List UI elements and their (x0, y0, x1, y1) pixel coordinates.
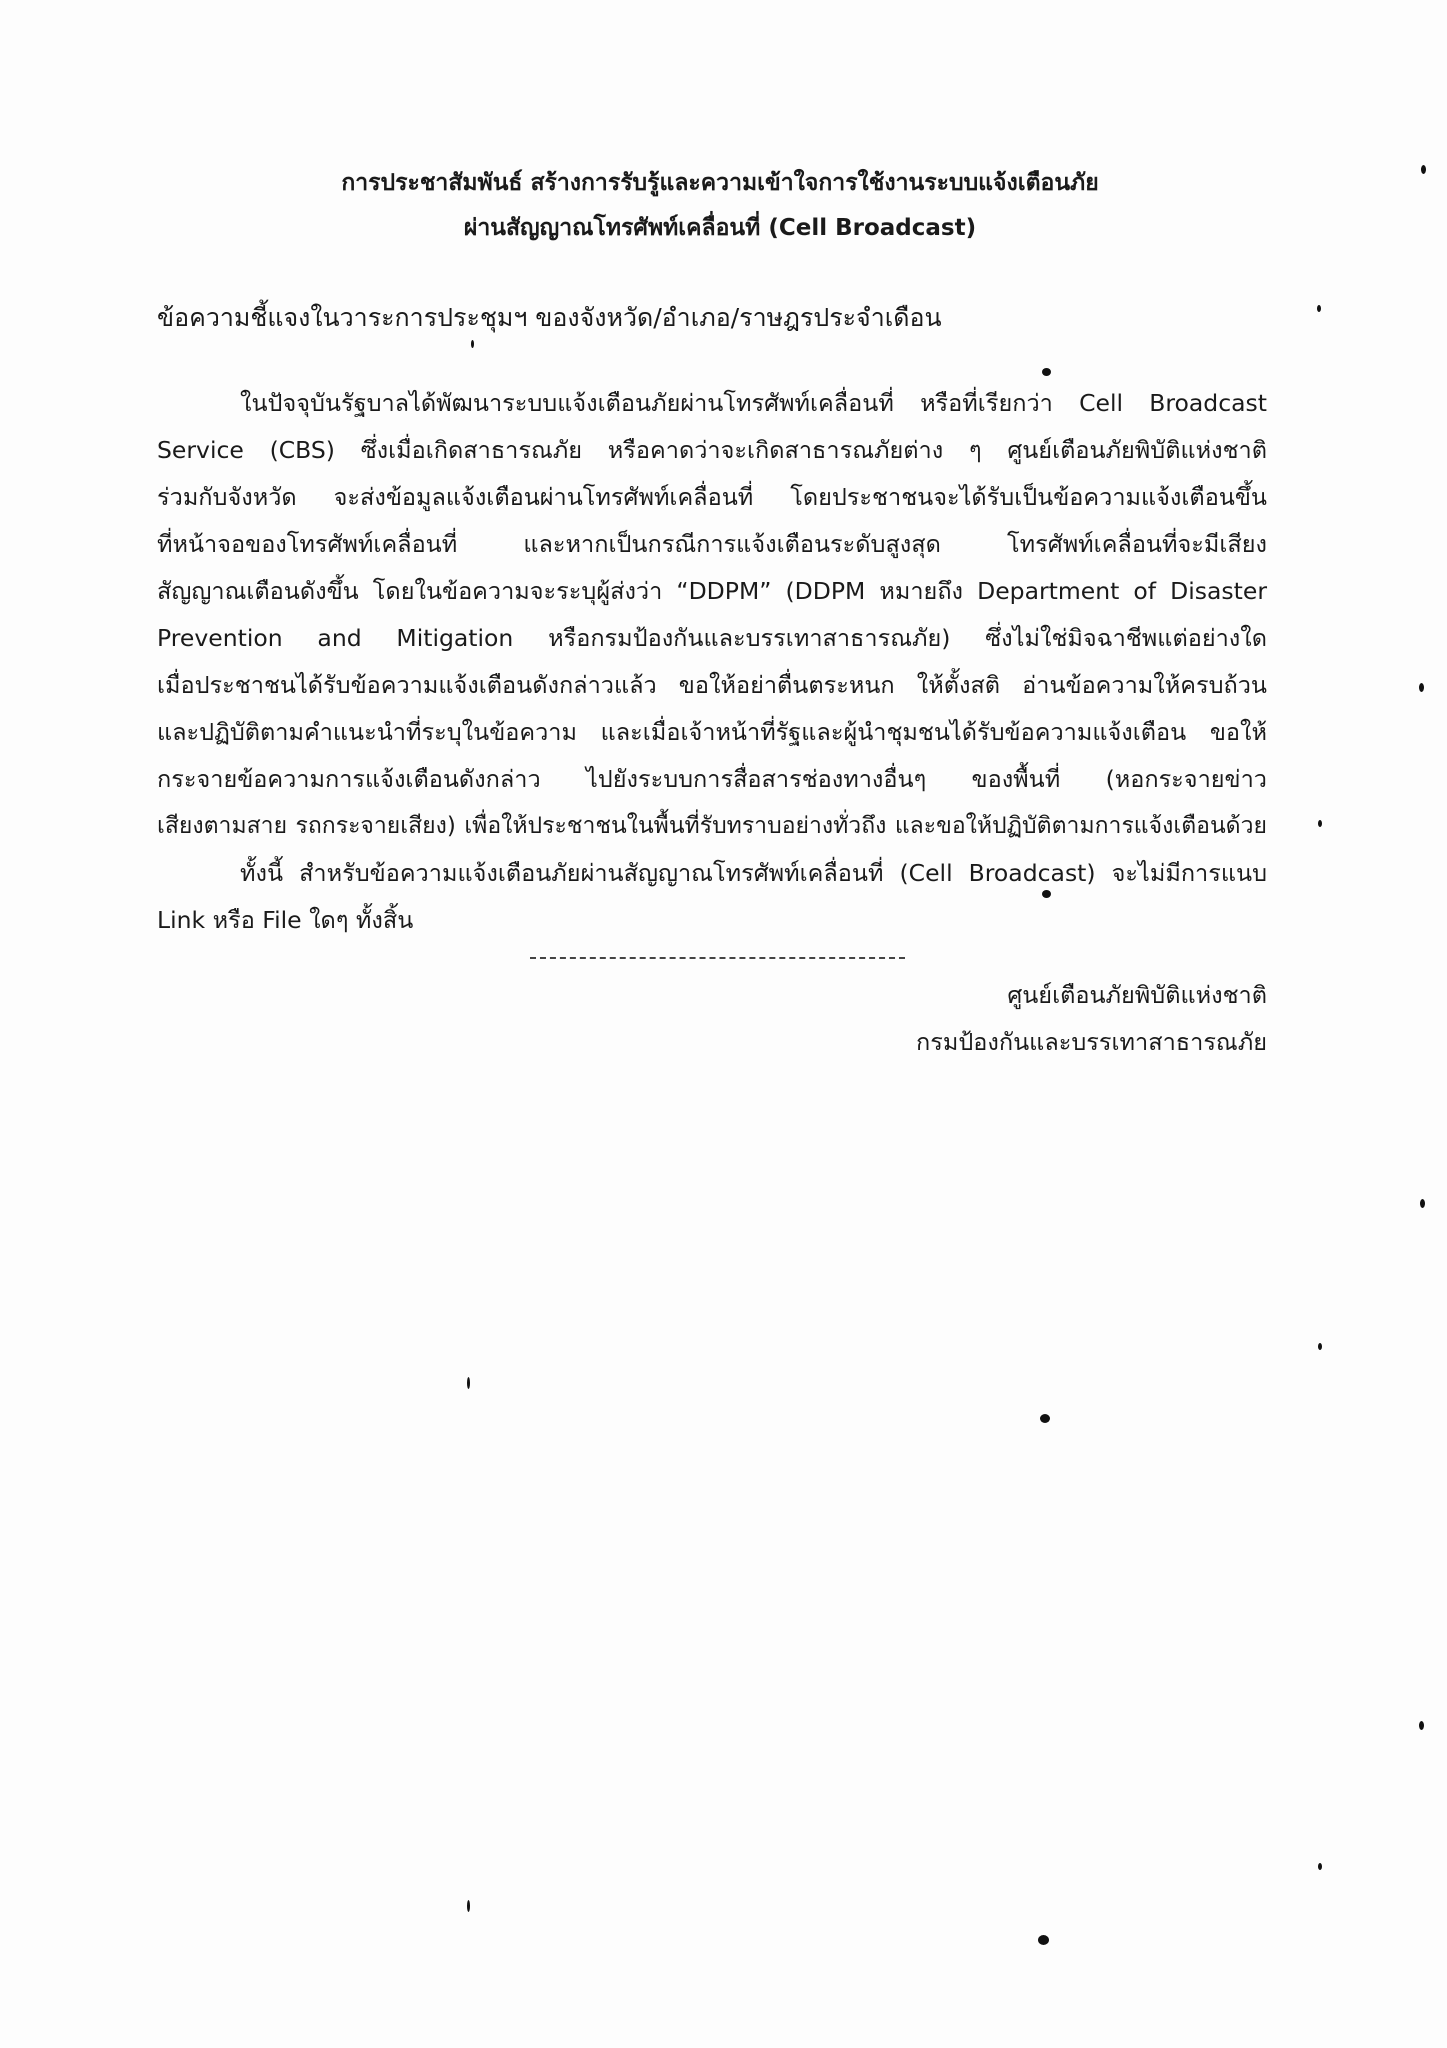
body-line: และปฏิบัติตามคำแนะนำที่ระบุในข้อความ และเมื่อเจ้าหน้าที่รัฐและผู้นำชุมชนได้รับข้อความแจ้งเตือน ขอให้ (157, 718, 1267, 746)
scan-speck (471, 340, 474, 348)
scan-speck (1042, 368, 1051, 376)
body-line: ในปัจจุบันรัฐบาลได้พัฒนาระบบแจ้งเตือนภัยผ่านโทรศัพท์เคลื่อนที่ หรือที่เรียกว่า Cell Broadcast (240, 389, 1267, 417)
body-line: เสียงตามสาย รถกระจายเสียง) เพื่อให้ประชาชนในพื้นที่รับทราบอย่างทั่วถึง และขอให้ปฏิบัติตามการแจ้งเตือนด้วย (157, 813, 1267, 839)
scan-speck (1317, 305, 1321, 312)
signature-organization: ศูนย์เตือนภัยพิบัติแห่งชาติ (1007, 981, 1267, 1009)
scan-speck (1042, 890, 1051, 898)
scan-speck (1420, 1199, 1425, 1208)
scan-speck (467, 1377, 470, 1389)
signature-department: กรมป้องกันและบรรเทาสาธารณภัย (916, 1028, 1267, 1056)
scan-speck (1318, 1863, 1322, 1870)
dashed-divider (530, 957, 905, 959)
body-line: Prevention and Mitigation หรือกรมป้องกันและบรรเทาสาธารณภัย) ซึ่งไม่ใช่มิจฉาชีพแต่อย่างใด (157, 624, 1267, 652)
scan-speck (1318, 1343, 1322, 1350)
document-subject: ข้อความชี้แจงในวาระการประชุมฯ ของจังหวัด/อำเภอ/ราษฎรประจำเดือน (157, 303, 942, 332)
scan-speck (1038, 1935, 1049, 1945)
document-title-line-2: ผ่านสัญญาณโทรศัพท์เคลื่อนที่ (Cell Broadcast) (463, 215, 977, 241)
body-line: ทั้งนี้ สำหรับข้อความแจ้งเตือนภัยผ่านสัญญาณโทรศัพท์เคลื่อนที่ (Cell Broadcast) จะไม่มีการแนบ (240, 859, 1267, 887)
scan-speck (1421, 165, 1426, 174)
body-line: เมื่อประชาชนได้รับข้อความแจ้งเตือนดังกล่าวแล้ว ขอให้อย่าตื่นตระหนก ให้ตั้งสติ อ่านข้อความให้ครบถ้วน (157, 671, 1267, 699)
scan-speck (467, 1900, 470, 1912)
scan-speck (1040, 1414, 1050, 1423)
body-line: ร่วมกับจังหวัด จะส่งข้อมูลแจ้งเตือนผ่านโทรศัพท์เคลื่อนที่ โดยประชาชนจะได้รับเป็นข้อความแจ้งเตือนขึ้น (157, 483, 1267, 511)
scan-speck (1419, 683, 1424, 692)
scan-speck (1318, 820, 1322, 827)
body-line: สัญญาณเตือนดังขึ้น โดยในข้อความจะระบุผู้ส่งว่า “DDPM” (DDPM หมายถึง Department of Disaster (157, 577, 1267, 605)
body-line: Service (CBS) ซึ่งเมื่อเกิดสาธารณภัย หรือคาดว่าจะเกิดสาธารณภัยต่าง ๆ ศูนย์เตือนภัยพิบัติแห่งชาติ (157, 436, 1267, 464)
body-line: กระจายข้อความการแจ้งเตือนดังกล่าว ไปยังระบบการสื่อสารช่องทางอื่นๆ ของพื้นที่ (หอกระจายข่าว (157, 765, 1267, 793)
document-title-line-1: การประชาสัมพันธ์ สร้างการรับรู้และความเข้าใจการใช้งานระบบแจ้งเตือนภัย (341, 170, 1099, 196)
body-line: ที่หน้าจอของโทรศัพท์เคลื่อนที่ และหากเป็นกรณีการแจ้งเตือนระดับสูงสุด โทรศัพท์เคลื่อนที่จะมีเสียง (157, 530, 1267, 558)
scan-speck (1419, 1721, 1424, 1730)
body-line: Link หรือ File ใดๆ ทั้งสิ้น (157, 906, 414, 934)
